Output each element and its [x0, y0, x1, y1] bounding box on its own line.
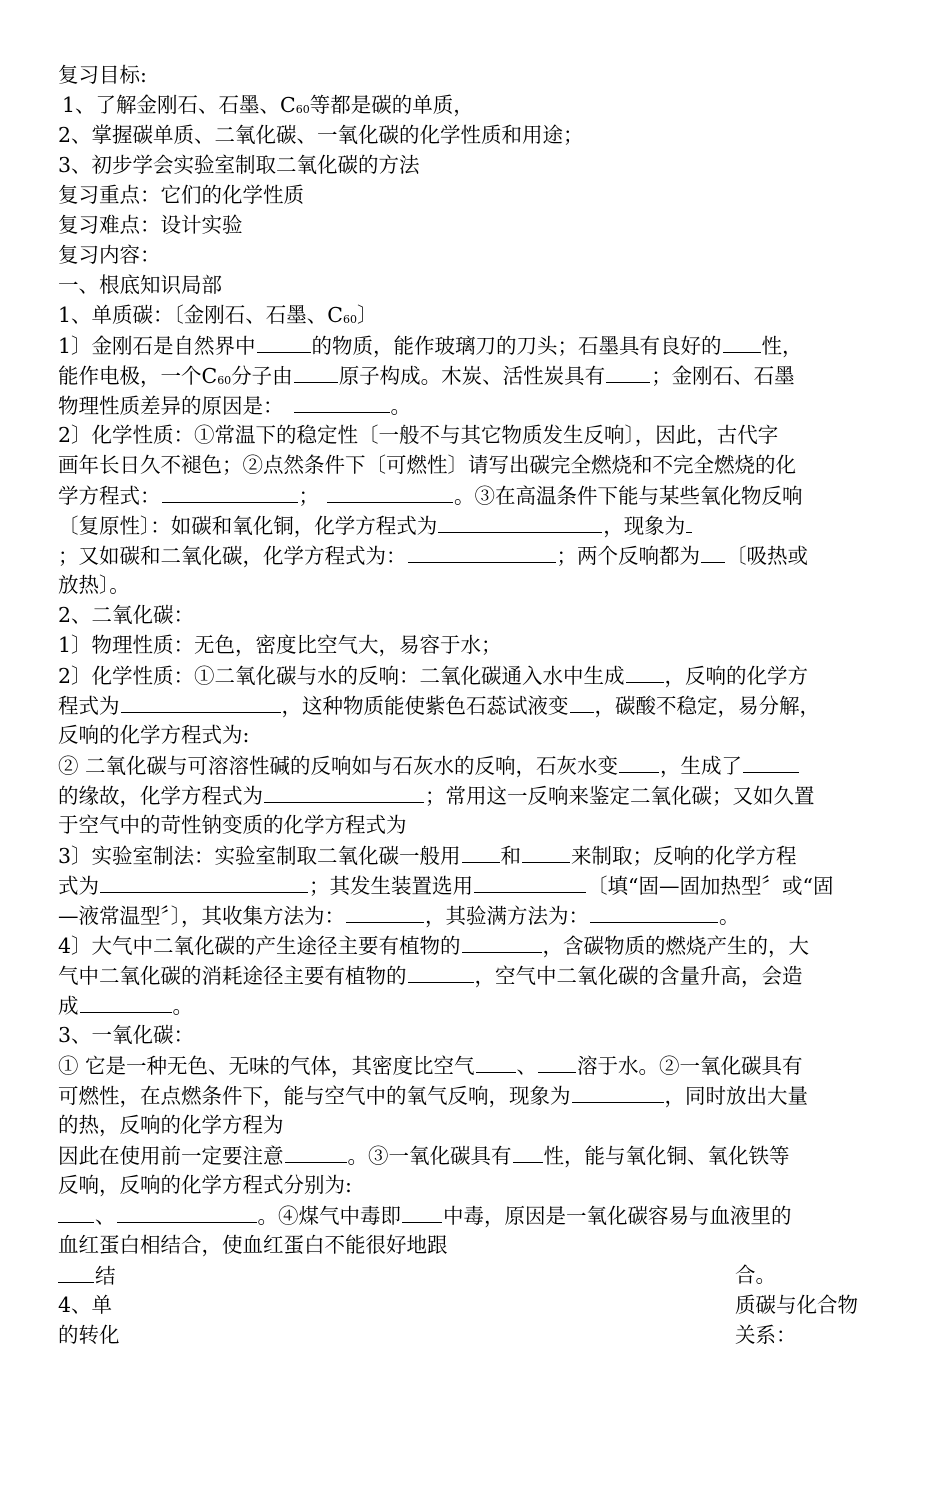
chemical-line-3 [58, 480, 892, 510]
text-segment: ，含碳物质的燃烧产生的，大 [542, 934, 810, 958]
co2-atm-2 [58, 960, 892, 990]
text-segment: ① 它是一种无色、无味的气体，其密度比空气 [58, 1054, 475, 1078]
co2-chem-3 [58, 720, 892, 750]
text-segment: 成 [58, 994, 79, 1018]
section3-title [58, 1020, 892, 1050]
answer-blank[interactable] [522, 840, 570, 863]
physical-line-1 [58, 330, 892, 360]
co2-atm-1 [58, 930, 892, 960]
section1-title [58, 270, 892, 300]
objective-3-text: 3、初步学会实验室制取二氧化碳的方法 [58, 153, 420, 177]
c60-subscript: 60 [342, 313, 357, 326]
text-segment: 反响，反响的化学方程式分别为: [58, 1173, 352, 1197]
objectives-title-text: 复习目标: [58, 63, 147, 87]
text-segment: 中毒，原因是一氧化碳容易与血液里的 [443, 1204, 792, 1228]
text-segment: 、 [95, 1204, 116, 1228]
chemical-line-6 [58, 570, 892, 600]
text-segment: 性， [761, 334, 803, 358]
text-segment: ，反响的化学方 [664, 664, 809, 688]
answer-blank[interactable] [462, 930, 542, 953]
text-segment: 1〕物理性质：无色，密度比空气大，易容于水； [58, 633, 502, 657]
chemical-line-1 [58, 420, 892, 450]
text-segment: 2、二氧化碳： [58, 603, 195, 627]
text-segment: 2〕化学性质：①常温下的稳定性〔一般不与其它物质发生反响〕，因此，古代字 [58, 423, 779, 447]
co2-chem-4 [58, 750, 892, 780]
answer-blank[interactable] [346, 900, 424, 923]
text-segment: 反响的化学方程式为: [58, 723, 250, 747]
text-segment: 能作电极，一个C [58, 364, 218, 388]
answer-blank[interactable] [474, 870, 586, 893]
co2-physical [58, 630, 892, 660]
text-segment: 程式为 [58, 694, 120, 718]
text-segment: 。 [390, 394, 411, 418]
text-segment: 。③一氧化碳具有 [347, 1144, 512, 1168]
text-segment: 血红蛋白相结合，使血红蛋白不能很好地跟 [58, 1233, 448, 1257]
text-segment: 。③在高温条件下能与某些氧化物反响 [454, 484, 803, 508]
text-segment: ，同时放出大量 [664, 1084, 808, 1108]
answer-blank[interactable] [686, 510, 692, 533]
text-segment: ；金刚石、石墨 [651, 364, 795, 388]
section2-title [58, 600, 892, 630]
text-segment: 的缘故，化学方程式为 [58, 784, 263, 808]
co-line-7 [58, 1230, 892, 1260]
carbon-title-text: 1、单质碳：〔金刚石、石墨、C [58, 303, 343, 327]
co-line-4 [58, 1140, 892, 1170]
text-segment: 4〕大气中二氧化碳的产生途径主要有植物的 [58, 934, 461, 958]
answer-blank[interactable] [327, 480, 453, 503]
section4-right-1 [735, 1290, 858, 1320]
text-segment: ，这种物质能使紫色石蕊试液变 [281, 694, 569, 718]
key-point [58, 180, 892, 210]
objective-1-text: 1、了解金刚石、石墨、C [62, 93, 296, 117]
text-segment: 因此在使用前一定要注意 [58, 1144, 284, 1168]
objective-3 [58, 150, 892, 180]
co-line-8-right [735, 1260, 776, 1290]
section4-left-2 [58, 1320, 120, 1350]
text-segment: 性，能与氧化铜、氧化铁等 [543, 1144, 790, 1168]
text-segment: ； [298, 484, 319, 508]
answer-blank[interactable] [58, 1200, 94, 1223]
answer-blank[interactable] [606, 360, 650, 383]
answer-blank[interactable] [257, 330, 311, 353]
text-segment: 3〕实验室制法：实验室制取二氧化碳一般用 [58, 844, 461, 868]
co-line-2 [58, 1080, 892, 1110]
objective-1 [62, 90, 896, 120]
text-segment: 的物质，能作玻璃刀的刀头；石墨具有良好的 [311, 334, 722, 358]
text-segment: ，碳酸不稳定，易分解， [594, 694, 820, 718]
key-point-text: 复习重点：它们的化学性质 [58, 183, 304, 207]
answer-blank[interactable] [743, 750, 799, 773]
answer-blank[interactable] [80, 990, 172, 1013]
section4-left-1 [58, 1290, 112, 1320]
text-segment: ② 二氧化碳与可溶溶性碱的反响如与石灰水的反响，石灰水变 [58, 754, 619, 778]
text-segment: 1〕金刚石是自然界中 [58, 334, 256, 358]
text-segment: 结 [95, 1264, 116, 1288]
text-segment: 的转化 [58, 1323, 120, 1347]
text-segment: 关系： [735, 1323, 797, 1347]
text-segment: ，空气中二氧化碳的含量升高，会造 [474, 964, 803, 988]
co2-chem-6 [58, 810, 892, 840]
text-segment: 原子构成。木炭、活性炭具有 [338, 364, 606, 388]
text-segment: 、 [516, 1054, 538, 1078]
difficulty-text: 复习难点：设计实验 [58, 213, 243, 237]
answer-blank[interactable] [513, 1140, 543, 1163]
text-segment: ；其发生装置选用 [309, 874, 473, 898]
text-segment: 3、一氧化碳： [58, 1023, 195, 1047]
objective-1-text-b: 等都是碳的单质， [309, 93, 474, 117]
text-segment: ；常用这一反响来鉴定二氧化碳；又如久置 [425, 784, 815, 808]
answer-blank[interactable] [58, 1260, 94, 1283]
text-segment: 〔填“固—固加热型〞或“固 [587, 874, 834, 898]
text-segment: 。 [719, 904, 740, 928]
text-segment: 质碳与化合物 [735, 1293, 858, 1317]
text-segment: 。 [172, 994, 193, 1018]
co2-lab-2 [58, 870, 892, 900]
answer-blank[interactable] [100, 870, 308, 893]
answer-blank[interactable] [438, 510, 602, 533]
physical-line-3 [58, 390, 892, 420]
co-line-5 [58, 1170, 892, 1200]
text-segment: 合。 [735, 1263, 776, 1287]
text-segment: 的热，反响的化学方程为 [58, 1113, 284, 1137]
answer-blank[interactable] [723, 330, 761, 353]
text-segment: ，其验满方法为： [425, 904, 589, 928]
carbon-title-close: 〕 [356, 303, 378, 327]
content-title-text: 复习内容： [58, 243, 161, 267]
chemical-line-2 [58, 450, 892, 480]
text-segment: ，现象为 [603, 514, 686, 538]
c60-subscript: 60 [295, 103, 310, 116]
co2-chem-2 [58, 690, 892, 720]
co2-lab-1 [58, 840, 892, 870]
answer-blank[interactable] [590, 900, 718, 923]
text-segment: 画年长日久不褪色；②点然条件下〔可燃性〕请写出碳完全燃烧和不完全燃烧的化 [58, 453, 796, 477]
co2-lab-3 [58, 900, 892, 930]
physical-line-2 [58, 360, 892, 390]
answer-blank[interactable] [476, 1050, 516, 1073]
answer-blank[interactable] [408, 540, 556, 563]
answer-blank[interactable] [294, 360, 338, 383]
co2-chem-1 [58, 660, 892, 690]
c60-subscript: 60 [217, 374, 232, 387]
text-segment: 气中二氧化碳的消耗途径主要有植物的 [58, 964, 407, 988]
text-segment: 溶于水。②一氧化碳具有 [577, 1054, 803, 1078]
text-segment: 来制取；反响的化学方程 [571, 844, 797, 868]
answer-blank[interactable] [117, 1200, 257, 1223]
answer-blank[interactable] [462, 840, 500, 863]
answer-blank[interactable] [162, 480, 298, 503]
text-segment: 学方程式： [58, 484, 161, 508]
answer-blank[interactable] [408, 960, 474, 983]
co-line-6 [58, 1200, 892, 1230]
text-segment: 2〕化学性质：①二氧化碳与水的反响：二氧化碳通入水中生成 [58, 664, 625, 688]
text-segment: 物理性质差异的原因是： [58, 394, 284, 418]
text-segment: 〔吸热或 [726, 544, 808, 568]
objective-2-text: 2、掌握碳单质、二氧化碳、一氧化碳的化学性质和用途； [58, 123, 584, 147]
text-segment: 于空气中的苛性钠变质的化学方程式为 [58, 813, 407, 837]
co-line-1 [58, 1050, 892, 1080]
answer-blank[interactable] [285, 1140, 347, 1163]
answer-blank[interactable] [121, 690, 281, 713]
co2-atm-3 [58, 990, 892, 1020]
text-segment: ；又如碳和二氧化碳，化学方程式为： [58, 544, 407, 568]
answer-blank[interactable] [619, 750, 659, 773]
answer-blank[interactable] [294, 390, 390, 413]
objective-2 [58, 120, 892, 150]
text-segment: ，生成了 [660, 754, 743, 778]
objectives-title [58, 60, 892, 90]
text-segment: 。④煤气中毒即 [257, 1204, 401, 1228]
text-segment: 放热〕。 [58, 573, 130, 597]
answer-blank[interactable] [701, 540, 725, 563]
answer-blank[interactable] [264, 780, 424, 803]
section4-right-2 [735, 1320, 797, 1350]
text-segment: 式为 [58, 874, 99, 898]
co-line-8-left [58, 1260, 116, 1291]
answer-blank[interactable] [402, 1200, 442, 1223]
answer-blank[interactable] [626, 660, 664, 683]
answer-blank[interactable] [570, 690, 594, 713]
answer-blank[interactable] [538, 1050, 576, 1073]
text-segment: ；两个反响都为 [556, 544, 700, 568]
chemical-line-4 [58, 510, 892, 540]
text-segment: 4、单 [58, 1293, 113, 1317]
answer-blank[interactable] [572, 1080, 664, 1103]
text-segment: 〔复原性〕：如碳和氧化铜，化学方程式为 [58, 514, 438, 538]
section1-title-text: 一、根底知识局部 [58, 273, 222, 297]
text-segment: 可燃性，在点燃条件下，能与空气中的氧气反响，现象为 [58, 1084, 571, 1108]
text-segment: —液常温型〞〕，其收集方法为： [58, 904, 345, 928]
content-title [58, 240, 892, 270]
chemical-line-5 [58, 540, 892, 570]
text-segment: 和 [500, 844, 522, 868]
co2-chem-5 [58, 780, 892, 810]
difficulty [58, 210, 892, 240]
co-line-3 [58, 1110, 892, 1140]
text-segment: 分子由 [231, 364, 293, 388]
carbon-title [58, 300, 892, 330]
